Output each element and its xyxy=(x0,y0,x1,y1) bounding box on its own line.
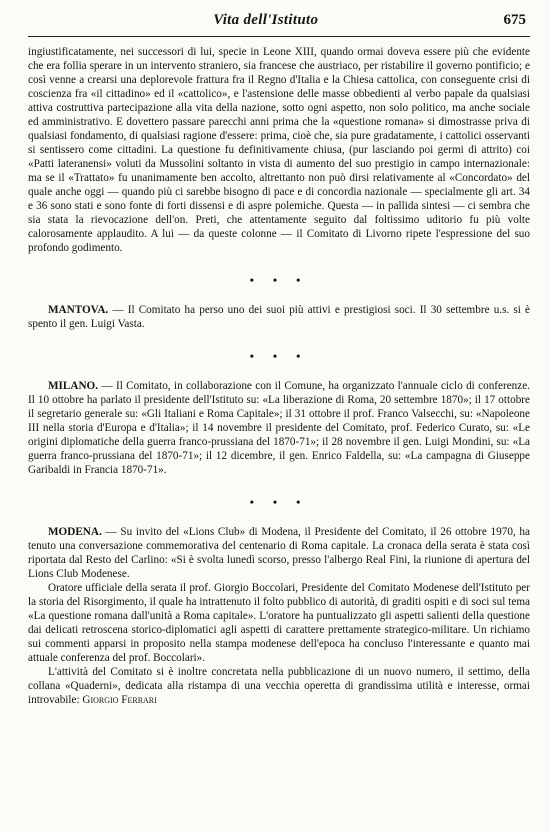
page-body xyxy=(28,45,530,707)
section-separator: • • • xyxy=(249,273,309,287)
running-header xyxy=(28,12,530,37)
modena-text: — Su invito del «Lions Club» di Modena, il Presidente del Comitato, il 26 ottobre 1970, ha tenuto una conversazione commemorativa del centenario di Roma capitale. La cronaca della serata è stata così riportata dal Resto del Carlino: «Si è svolta lunedì scorso, presso l'albergo Real Fini, la riunione di apertura del Lions Club Modenese. xyxy=(28,526,530,580)
mantova-text: — Il Comitato ha perso uno dei suoi più attivi e prestigiosi soci. Il 30 settembre u.s. si è spento il gen. Luigi Vasta. xyxy=(28,304,530,330)
milano-section xyxy=(28,379,530,477)
milano-text: — Il Comitato, in collaborazione con il Comune, ha organizzato l'annuale ciclo di conferenze. Il 10 ottobre ha parlato il presidente dell'Istituto su: «La liberazione di Roma, 20 settembre 1870»; il 17 ottobre il segretario generale su: «Gli Italiani e Roma Capitale»; il 31 ottobre il prof. Franco Valsecchi, su: «Napoleone III nella storia d'Europa e d'Italia»; il 14 novembre il presidente del Comitato, prof. Federico Curato, su: «Le origini diplomatiche della guerra franco-prussiana del 1870-71»; il 28 novembre il gen. Luigi Mondini, su: «La guerra franco-prussiana del 1870-71»; il 12 dicembre, il gen. Enrico Faldella, su: «La campagna di Giuseppe Garibaldi in Francia 1870-71». xyxy=(28,380,530,476)
milano-heading: MILANO. xyxy=(48,380,99,392)
intro-paragraph: ingiustificatamente, nei successori di lui, specie in Leone XIII, quando ormai doveva essere più che evidente che era follia sperare in un intervento straniero, sia francese che austriaco, per ristabilire il governo pontificio; e così venne a crearsi una deplorevole frattura fra il Regno d'Italia e la Chiesa cattolica, con conseguente crisi di coscienza fra «il cittadino» ed il «cattolico», e l'astensione delle masse obbedienti al verbo papale da qualsiasi attiva costruttiva partecipazione alla vita della nazione, sotto ogni aspetto, non solo politico, ma anche sociale ed amministrativo. E dovettero passare parecchi anni prima che la «questione romana» si dimostrasse priva di qualsiasi fondamento, di qualsiasi ragione d'essere: prima, cioè che, sia pure gradatamente, i cattolici osservanti si sentissero come cittadini. La questione fu definitivamente chiusa, (pur lasciando poi germi di attrito) coi «Patti lateranensi» voluti da Mussolini soltanto in vista di aumento del suo prestigio in campo internazionale: ma se il «Trattato» fu unanimamente ben accolto, altrettanto non può dirsi relativamente al «Concordato» del quale anche oggi — quando più ci sarebbe bisogno di pace e di concordia nazionale — specialmente gli art. 34 e 36 sono stati e sono fonte di forti dissensi e di aspre polemiche. Questa — in pallida sintesi — ci sembra che sia stata la rievocazione dell'on. Preti, che attentamente seguito dal foltissimo uditorio fu più volte calorosamente applaudito. A lui — da queste colonne — il Comitato di Livorno ripete l'espressione del suo profondo godimento. xyxy=(28,46,530,254)
section-separator: • • • xyxy=(249,495,309,509)
modena-paragraph-3-text: L'attività del Comitato si è inoltre concretata nella pubblicazione di un nuovo numero, il settimo, della collana «Quaderni», dedicata alla ristampa di una vecchia operetta di grandissima utilità e interesse, ormai introvabile: xyxy=(28,666,530,706)
modena-heading: MODENA. xyxy=(48,526,102,538)
mantova-section xyxy=(28,303,530,331)
author-name: Giorgio Ferrari xyxy=(82,694,157,706)
modena-paragraph-2: Oratore ufficiale della serata il prof. Giorgio Boccolari, Presidente del Comitato Modenese dell'Istituto per la storia del Risorgimento, il quale ha intrattenuto il folto pubblico di autorità, di graditi ospiti e di soci sul tema «La questione romana dall'unità a Roma capitale». L'oratore ha puntualizzato gli aspetti salienti della questione dai delicati retroscena storico-diplomatici agli aspetti di carattere prettamente strategico-militare. Un richiamo sui commenti apparsi in proposito nella stampa modenese dell'epoca ha concluso l'interessante e quanto mai attuale conferenza del prof. Boccolari». xyxy=(28,582,530,664)
document-page xyxy=(0,12,550,832)
modena-paragraph-3 xyxy=(28,665,530,707)
section-separator: • • • xyxy=(249,349,309,363)
page-number: 675 xyxy=(503,12,526,28)
modena-section xyxy=(28,525,530,581)
mantova-heading: MANTOVA. xyxy=(48,304,109,316)
header-title: Vita dell'Istituto xyxy=(213,12,319,28)
